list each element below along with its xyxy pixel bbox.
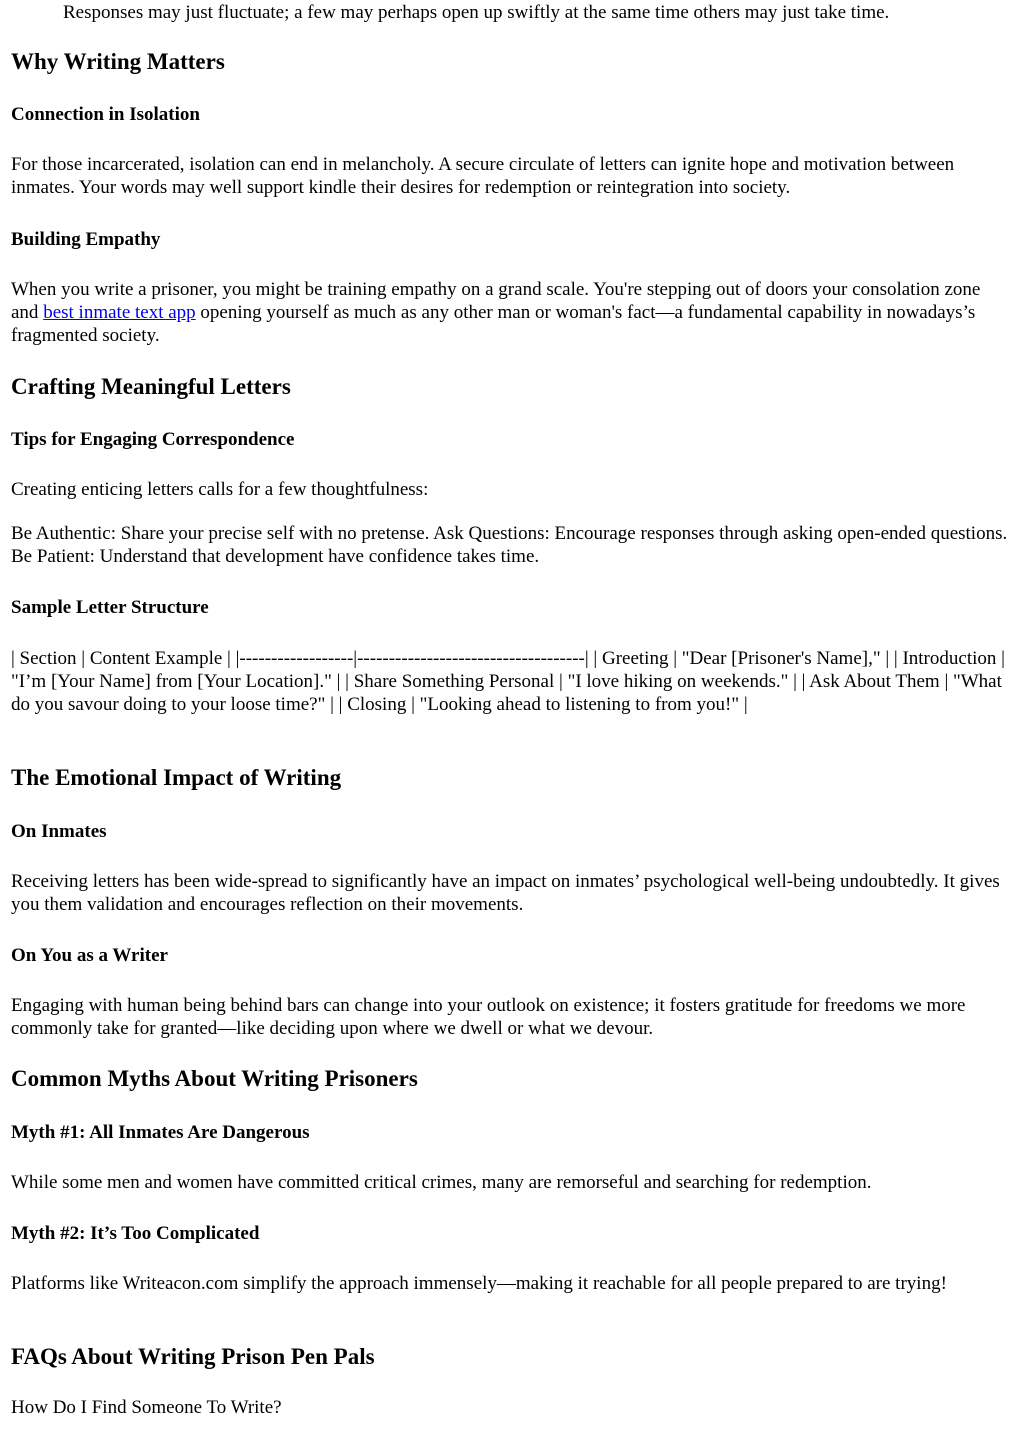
paragraph-tips-intro: Creating enticing letters calls for a few thoughtfulness: bbox=[11, 479, 429, 500]
paragraph-on-inmates: Receiving letters has been wide-spread to significantly have an impact on inmates’ psychological well-being undoubtedly. It gives you them validation and encourages reflection on their movements. bbox=[11, 871, 1000, 915]
paragraph-myth-2: Platforms like Writeacon.com simplify the approach immensely—making it reachable for all people prepared to are trying! bbox=[11, 1273, 947, 1294]
empathy-text-after: opening yourself as much as any other man or woman's fact—a fundamental capability in nowadays’s fragmented society. bbox=[11, 302, 976, 346]
subheading-myth-2: Myth #2: It’s Too Complicated bbox=[11, 1223, 260, 1244]
subheading-on-inmates: On Inmates bbox=[11, 821, 107, 842]
heading-faqs: FAQs About Writing Prison Pen Pals bbox=[11, 1344, 375, 1369]
subheading-sample-letter-structure: Sample Letter Structure bbox=[11, 597, 209, 618]
paragraph-on-you-as-writer: Engaging with human being behind bars can change into your outlook on existence; it fosters gratitude for freedoms we more commonly take for granted—like deciding upon where we dwell or what we devour. bbox=[11, 995, 966, 1039]
intro-paragraph-fragment: Responses may just fluctuate; a few may perhaps open up swiftly at the same time others may just take time. bbox=[63, 2, 890, 23]
paragraph-myth-1: While some men and women have committed critical crimes, many are remorseful and searching for redemption. bbox=[11, 1172, 872, 1193]
best-inmate-text-app-link[interactable]: best inmate text app bbox=[43, 302, 196, 323]
paragraph-tips: Be Authentic: Share your precise self with no pretense. Ask Questions: Encourage responses through asking open-ended questions. Be Patient: Understand that development have confidence takes time. bbox=[11, 523, 1008, 567]
heading-common-myths: Common Myths About Writing Prisoners bbox=[11, 1066, 418, 1091]
empathy-text-before: When you write a prisoner, you might be training empathy on a grand scale. You're stepping out of doors your consolation zone and bbox=[11, 279, 981, 323]
paragraph-empathy bbox=[11, 278, 1011, 347]
subheading-tips-engaging: Tips for Engaging Correspondence bbox=[11, 429, 295, 450]
heading-emotional-impact: The Emotional Impact of Writing bbox=[11, 765, 342, 790]
heading-crafting-meaningful-letters: Crafting Meaningful Letters bbox=[11, 374, 291, 399]
heading-why-writing-matters: Why Writing Matters bbox=[11, 49, 225, 74]
subheading-building-empathy: Building Empathy bbox=[11, 229, 161, 250]
subheading-on-you-as-writer: On You as a Writer bbox=[11, 945, 168, 966]
faq-question-1: How Do I Find Someone To Write? bbox=[11, 1397, 282, 1418]
subheading-connection-in-isolation: Connection in Isolation bbox=[11, 104, 200, 125]
paragraph-connection: For those incarcerated, isolation can end in melancholy. A secure circulate of letters can ignite hope and motivation between inmates. Your words may well support kindle their desires for redemption or reintegration into society. bbox=[11, 154, 955, 198]
subheading-myth-1: Myth #1: All Inmates Are Dangerous bbox=[11, 1122, 310, 1143]
paragraph-sample-letter-table: | Section | Content Example | |------------------|------------------------------------| | Greeting | "Dear [Prisoner's Name]," | | Introduction | "I’m [Your Name] from [Your Location]." | | Share Something Personal | "I love hiking on weekends." | | Ask About Them | "What do you savour doing to your loose time?" | | Closing | "Looking ahead to listening to from you!" | bbox=[11, 648, 1005, 715]
